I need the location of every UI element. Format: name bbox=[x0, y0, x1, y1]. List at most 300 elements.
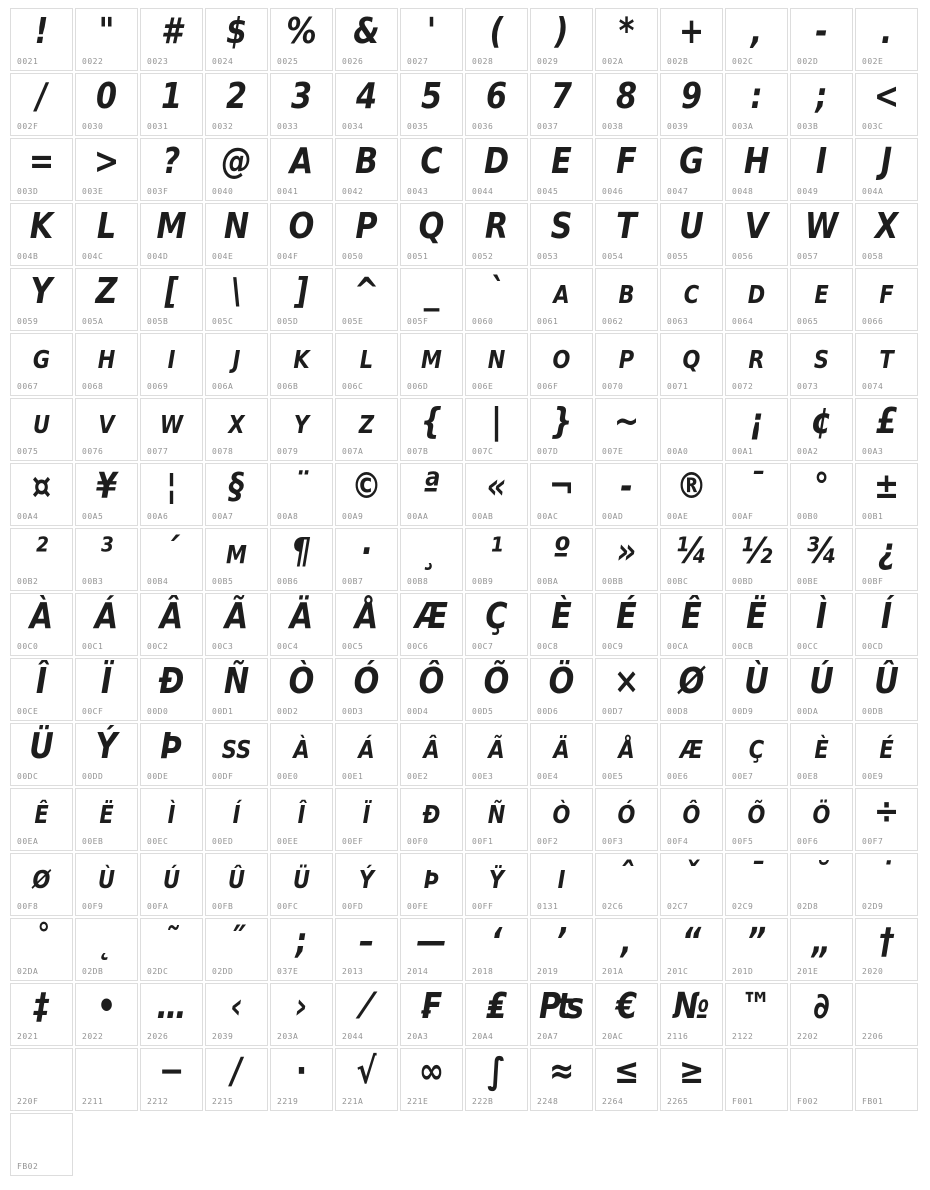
code-label: 00FA bbox=[147, 902, 169, 911]
glyph: z bbox=[358, 400, 375, 442]
code-label: 2019 bbox=[537, 967, 559, 976]
glyph: ⁄ bbox=[363, 985, 370, 1027]
code-label: 0051 bbox=[407, 252, 429, 261]
code-label: 2206 bbox=[862, 1032, 884, 1041]
glyph: › bbox=[295, 985, 308, 1027]
code-label: 0070 bbox=[602, 382, 624, 391]
code-label: 00FC bbox=[277, 902, 299, 911]
charmap-cell bbox=[465, 918, 528, 981]
charmap-cell bbox=[855, 918, 918, 981]
code-label: 00C7 bbox=[472, 642, 494, 651]
code-label: 00A8 bbox=[277, 512, 299, 521]
charmap-cell bbox=[465, 528, 528, 591]
charmap-cell bbox=[530, 983, 593, 1046]
charmap-cell bbox=[790, 463, 853, 526]
glyph: " bbox=[98, 10, 115, 52]
code-label: 2021 bbox=[17, 1032, 39, 1041]
glyph: É bbox=[616, 595, 637, 637]
glyph: n bbox=[487, 335, 506, 377]
code-label: 0064 bbox=[732, 317, 754, 326]
glyph: 3 bbox=[290, 75, 313, 117]
code-label: 0042 bbox=[342, 187, 364, 196]
code-label: 00EC bbox=[147, 837, 169, 846]
charmap-cell bbox=[530, 528, 593, 591]
glyph: # bbox=[160, 10, 183, 52]
code-label: 00C0 bbox=[17, 642, 39, 651]
code-label: 005C bbox=[212, 317, 234, 326]
code-label: 2014 bbox=[407, 967, 429, 976]
charmap-cell bbox=[75, 853, 138, 916]
code-label: 00EF bbox=[342, 837, 364, 846]
code-label: 005D bbox=[277, 317, 299, 326]
charmap-cell bbox=[270, 398, 333, 461]
charmap-cell bbox=[140, 528, 203, 591]
glyph: À bbox=[29, 595, 54, 637]
code-label: 003C bbox=[862, 122, 884, 131]
charmap-cell bbox=[660, 268, 723, 331]
code-label: 02DB bbox=[82, 967, 104, 976]
code-label: 00BA bbox=[537, 577, 559, 586]
code-label: 0078 bbox=[212, 447, 234, 456]
charmap-cell bbox=[855, 983, 918, 1046]
charmap-cell bbox=[790, 1048, 853, 1111]
code-label: 00F3 bbox=[602, 837, 624, 846]
glyph: 2 bbox=[225, 75, 248, 117]
code-label: 02D8 bbox=[797, 902, 819, 911]
charmap-cell bbox=[140, 333, 203, 396]
code-label: 00DF bbox=[212, 772, 234, 781]
glyph: ü bbox=[292, 855, 311, 897]
charmap-cell bbox=[855, 203, 918, 266]
charmap-cell bbox=[335, 398, 398, 461]
glyph: ≈ bbox=[548, 1050, 575, 1092]
code-label: 004F bbox=[277, 252, 299, 261]
glyph: á bbox=[358, 725, 375, 767]
code-label: 0053 bbox=[537, 252, 559, 261]
charmap-cell bbox=[75, 73, 138, 136]
glyph: à bbox=[293, 725, 310, 767]
charmap-cell bbox=[465, 853, 528, 916]
glyph: ‹ bbox=[230, 985, 243, 1027]
glyph: W bbox=[804, 205, 839, 247]
glyph: ~ bbox=[613, 400, 640, 442]
glyph: ’ bbox=[555, 920, 568, 962]
glyph: „ bbox=[811, 920, 832, 962]
glyph: ö bbox=[812, 790, 831, 832]
charmap-cell bbox=[855, 333, 918, 396]
glyph bbox=[81, 1050, 132, 1093]
code-label: FB01 bbox=[862, 1097, 884, 1106]
glyph: x bbox=[228, 400, 245, 442]
code-label: 2248 bbox=[537, 1097, 559, 1106]
glyph: Ú bbox=[809, 660, 834, 702]
glyph: ¤ bbox=[31, 465, 52, 507]
charmap-cell bbox=[400, 203, 463, 266]
glyph: c bbox=[683, 270, 700, 312]
glyph: — bbox=[416, 920, 447, 962]
code-label: 007A bbox=[342, 447, 364, 456]
charmap-cell bbox=[530, 398, 593, 461]
glyph: å bbox=[618, 725, 635, 767]
code-label: 0044 bbox=[472, 187, 494, 196]
glyph: Ê bbox=[681, 595, 702, 637]
code-label: 0060 bbox=[472, 317, 494, 326]
charmap-cell bbox=[790, 203, 853, 266]
glyph: Ë bbox=[746, 595, 767, 637]
code-label: 00E5 bbox=[602, 772, 624, 781]
code-label: 00F4 bbox=[667, 837, 689, 846]
charmap-cell bbox=[530, 593, 593, 656]
glyph: a bbox=[553, 270, 570, 312]
glyph: Ä bbox=[289, 595, 314, 637]
code-label: 00E3 bbox=[472, 772, 494, 781]
glyph: ø bbox=[32, 855, 51, 897]
code-label: 2211 bbox=[82, 1097, 104, 1106]
code-label: 00C8 bbox=[537, 642, 559, 651]
charmap-cell bbox=[140, 1048, 203, 1111]
code-label: 00E8 bbox=[797, 772, 819, 781]
code-label: 0037 bbox=[537, 122, 559, 131]
charmap-cell bbox=[790, 8, 853, 71]
charmap-cell bbox=[140, 983, 203, 1046]
glyph: > bbox=[93, 140, 120, 182]
code-label: 00AC bbox=[537, 512, 559, 521]
glyph: ú bbox=[162, 855, 181, 897]
code-label: 005F bbox=[407, 317, 429, 326]
glyph: è bbox=[814, 725, 829, 767]
charmap-cell bbox=[530, 203, 593, 266]
charmap-cell bbox=[725, 138, 788, 201]
glyph: Ö bbox=[548, 660, 575, 702]
code-label: 00CF bbox=[82, 707, 104, 716]
glyph: ÷ bbox=[873, 790, 900, 832]
glyph: ‘ bbox=[490, 920, 503, 962]
charmap-cell bbox=[465, 723, 528, 786]
charmap-cell bbox=[10, 268, 73, 331]
charmap-cell bbox=[400, 853, 463, 916]
glyph: Â bbox=[159, 595, 184, 637]
code-label: 0029 bbox=[537, 57, 559, 66]
code-label: 00D6 bbox=[537, 707, 559, 716]
charmap-cell bbox=[595, 268, 658, 331]
code-label: 002A bbox=[602, 57, 624, 66]
glyph: Þ bbox=[160, 725, 183, 767]
code-label: 0063 bbox=[667, 317, 689, 326]
charmap-cell bbox=[75, 593, 138, 656]
code-label: 00C1 bbox=[82, 642, 104, 651]
charmap-cell bbox=[140, 73, 203, 136]
glyph: X bbox=[874, 205, 899, 247]
glyph: _ bbox=[423, 270, 440, 312]
charmap-cell bbox=[335, 463, 398, 526]
charmap-cell bbox=[10, 138, 73, 201]
code-label: 2264 bbox=[602, 1097, 624, 1106]
glyph: Ì bbox=[815, 595, 828, 637]
glyph: E bbox=[551, 140, 572, 182]
charmap-cell bbox=[855, 658, 918, 721]
glyph: e bbox=[814, 270, 829, 312]
charmap-cell bbox=[205, 333, 268, 396]
code-label: 00D7 bbox=[602, 707, 624, 716]
charmap-cell bbox=[270, 333, 333, 396]
code-label: 222B bbox=[472, 1097, 494, 1106]
glyph bbox=[16, 1115, 67, 1158]
glyph: È bbox=[551, 595, 572, 637]
charmap-cell bbox=[660, 203, 723, 266]
code-label: 00E4 bbox=[537, 772, 559, 781]
glyph: Å bbox=[354, 595, 379, 637]
glyph bbox=[861, 985, 912, 1028]
charmap-cell bbox=[205, 788, 268, 851]
code-label: 203A bbox=[277, 1032, 299, 1041]
code-label: 00B7 bbox=[342, 577, 364, 586]
code-label: 005B bbox=[147, 317, 169, 326]
glyph: Ý bbox=[95, 725, 118, 767]
code-label: 0021 bbox=[17, 57, 39, 66]
code-label: 0057 bbox=[797, 252, 819, 261]
glyph: y bbox=[293, 400, 310, 442]
glyph: ç bbox=[748, 725, 765, 767]
charmap-cell bbox=[140, 853, 203, 916]
code-label: 2039 bbox=[212, 1032, 234, 1041]
glyph: F bbox=[616, 140, 637, 182]
code-label: 0052 bbox=[472, 252, 494, 261]
glyph: ý bbox=[358, 855, 375, 897]
code-label: 0077 bbox=[147, 447, 169, 456]
charmap-cell bbox=[465, 268, 528, 331]
glyph: í bbox=[232, 790, 241, 832]
code-label: 00F0 bbox=[407, 837, 429, 846]
code-label: 00C6 bbox=[407, 642, 429, 651]
code-label: 201E bbox=[797, 967, 819, 976]
glyph: · bbox=[360, 530, 373, 572]
glyph: ÿ bbox=[488, 855, 505, 897]
glyph: [ bbox=[164, 270, 179, 312]
charmap-cell bbox=[725, 8, 788, 71]
glyph: µ bbox=[226, 530, 247, 572]
charmap-cell bbox=[75, 983, 138, 1046]
charmap-cell bbox=[270, 658, 333, 721]
character-map-grid bbox=[10, 8, 922, 1176]
charmap-cell bbox=[10, 333, 73, 396]
code-label: 0046 bbox=[602, 187, 624, 196]
glyph: t bbox=[879, 335, 894, 377]
glyph: † bbox=[878, 920, 895, 962]
code-label: 02C9 bbox=[732, 902, 754, 911]
glyph: h bbox=[97, 335, 116, 377]
code-label: 00DE bbox=[147, 772, 169, 781]
code-label: 00BE bbox=[797, 577, 819, 586]
code-label: 00EA bbox=[17, 837, 39, 846]
glyph: r bbox=[748, 335, 765, 377]
glyph: % bbox=[286, 10, 317, 52]
charmap-cell bbox=[660, 8, 723, 71]
charmap-cell bbox=[270, 463, 333, 526]
glyph: î bbox=[297, 790, 306, 832]
charmap-cell bbox=[10, 73, 73, 136]
charmap-cell bbox=[205, 203, 268, 266]
charmap-cell bbox=[75, 268, 138, 331]
charmap-cell bbox=[660, 853, 723, 916]
code-label: 20AC bbox=[602, 1032, 624, 1041]
charmap-cell bbox=[270, 203, 333, 266]
charmap-cell bbox=[660, 463, 723, 526]
glyph: Ñ bbox=[223, 660, 250, 702]
charmap-cell bbox=[205, 983, 268, 1046]
glyph: ˝ bbox=[228, 920, 245, 962]
charmap-cell bbox=[595, 398, 658, 461]
glyph: Ò bbox=[288, 660, 315, 702]
charmap-cell bbox=[790, 138, 853, 201]
charmap-cell bbox=[10, 1048, 73, 1111]
charmap-cell bbox=[530, 723, 593, 786]
charmap-cell bbox=[465, 8, 528, 71]
code-label: 221E bbox=[407, 1097, 429, 1106]
glyph: A bbox=[289, 140, 314, 182]
charmap-cell bbox=[270, 528, 333, 591]
code-label: 0050 bbox=[342, 252, 364, 261]
code-label: F002 bbox=[797, 1097, 819, 1106]
code-label: 0039 bbox=[667, 122, 689, 131]
code-label: 00A3 bbox=[862, 447, 884, 456]
charmap-cell bbox=[595, 853, 658, 916]
charmap-cell bbox=[400, 528, 463, 591]
charmap-cell bbox=[725, 268, 788, 331]
glyph: … bbox=[156, 985, 187, 1027]
code-label: 00D9 bbox=[732, 707, 754, 716]
charmap-cell bbox=[595, 463, 658, 526]
code-label: 00D1 bbox=[212, 707, 234, 716]
code-label: 00B2 bbox=[17, 577, 39, 586]
glyph: ¦ bbox=[165, 465, 178, 507]
charmap-cell bbox=[725, 918, 788, 981]
glyph: & bbox=[353, 10, 380, 52]
code-label: 0038 bbox=[602, 122, 624, 131]
glyph: H bbox=[743, 140, 770, 182]
glyph: ^ bbox=[353, 270, 380, 312]
glyph: ™ bbox=[741, 985, 772, 1027]
glyph: . bbox=[880, 10, 893, 52]
code-label: 2122 bbox=[732, 1032, 754, 1041]
code-label: 0056 bbox=[732, 252, 754, 261]
code-label: 006C bbox=[342, 382, 364, 391]
code-label: 00BD bbox=[732, 577, 754, 586]
glyph: Í bbox=[880, 595, 893, 637]
glyph: û bbox=[227, 855, 246, 897]
charmap-cell bbox=[205, 853, 268, 916]
glyph: Ù bbox=[744, 660, 769, 702]
code-label: 00E2 bbox=[407, 772, 429, 781]
code-label: 201D bbox=[732, 967, 754, 976]
glyph: , bbox=[750, 10, 763, 52]
charmap-cell bbox=[75, 138, 138, 201]
glyph: Á bbox=[94, 595, 119, 637]
code-label: 00DC bbox=[17, 772, 39, 781]
glyph: ñ bbox=[487, 790, 506, 832]
charmap-cell bbox=[595, 528, 658, 591]
charmap-cell bbox=[725, 1048, 788, 1111]
charmap-cell bbox=[595, 333, 658, 396]
glyph: ¶ bbox=[291, 530, 312, 572]
charmap-cell bbox=[140, 723, 203, 786]
charmap-cell bbox=[270, 853, 333, 916]
code-label: 0024 bbox=[212, 57, 234, 66]
glyph: â bbox=[423, 725, 440, 767]
code-label: 2202 bbox=[797, 1032, 819, 1041]
charmap-cell bbox=[855, 8, 918, 71]
charmap-cell bbox=[335, 333, 398, 396]
charmap-cell bbox=[660, 918, 723, 981]
charmap-cell bbox=[855, 788, 918, 851]
charmap-cell bbox=[790, 918, 853, 981]
charmap-cell bbox=[270, 138, 333, 201]
glyph: ì bbox=[167, 790, 176, 832]
charmap-cell bbox=[400, 398, 463, 461]
charmap-cell bbox=[400, 658, 463, 721]
glyph: ª bbox=[422, 465, 441, 507]
charmap-cell bbox=[530, 658, 593, 721]
glyph: i bbox=[167, 335, 176, 377]
code-label: 004C bbox=[82, 252, 104, 261]
charmap-cell bbox=[530, 333, 593, 396]
code-label: 02D9 bbox=[862, 902, 884, 911]
code-label: 0068 bbox=[82, 382, 104, 391]
glyph: ¥ bbox=[95, 465, 118, 507]
charmap-cell bbox=[10, 528, 73, 591]
glyph: ˙ bbox=[878, 855, 895, 897]
code-label: 00C4 bbox=[277, 642, 299, 651]
code-label: 00FF bbox=[472, 902, 494, 911]
code-label: 20A7 bbox=[537, 1032, 559, 1041]
glyph: ò bbox=[552, 790, 571, 832]
code-label: 006B bbox=[277, 382, 299, 391]
charmap-cell bbox=[205, 528, 268, 591]
glyph: 4 bbox=[355, 75, 378, 117]
charmap-cell bbox=[270, 723, 333, 786]
glyph: l bbox=[359, 335, 374, 377]
charmap-cell bbox=[790, 723, 853, 786]
code-label: 00F5 bbox=[732, 837, 754, 846]
glyph: ˘ bbox=[813, 855, 830, 897]
code-label: 002E bbox=[862, 57, 884, 66]
charmap-cell bbox=[595, 593, 658, 656]
glyph: ¡ bbox=[749, 400, 764, 442]
code-label: 201C bbox=[667, 967, 689, 976]
glyph: § bbox=[228, 465, 245, 507]
glyph: ∂ bbox=[813, 985, 830, 1027]
glyph: Û bbox=[874, 660, 899, 702]
glyph: T bbox=[616, 205, 637, 247]
code-label: 00AB bbox=[472, 512, 494, 521]
charmap-cell bbox=[660, 398, 723, 461]
charmap-cell bbox=[660, 723, 723, 786]
glyph: º bbox=[552, 530, 571, 572]
charmap-cell bbox=[855, 723, 918, 786]
charmap-cell bbox=[75, 788, 138, 851]
code-label: 007D bbox=[537, 447, 559, 456]
glyph bbox=[731, 1050, 782, 1093]
glyph: Ó bbox=[353, 660, 380, 702]
glyph: “ bbox=[681, 920, 702, 962]
charmap-cell bbox=[205, 8, 268, 71]
glyph: æ bbox=[680, 725, 703, 767]
code-label: 00A0 bbox=[667, 447, 689, 456]
glyph: f bbox=[879, 270, 894, 312]
charmap-cell bbox=[530, 138, 593, 201]
glyph: L bbox=[96, 205, 117, 247]
glyph: - bbox=[815, 10, 828, 52]
charmap-cell bbox=[400, 593, 463, 656]
